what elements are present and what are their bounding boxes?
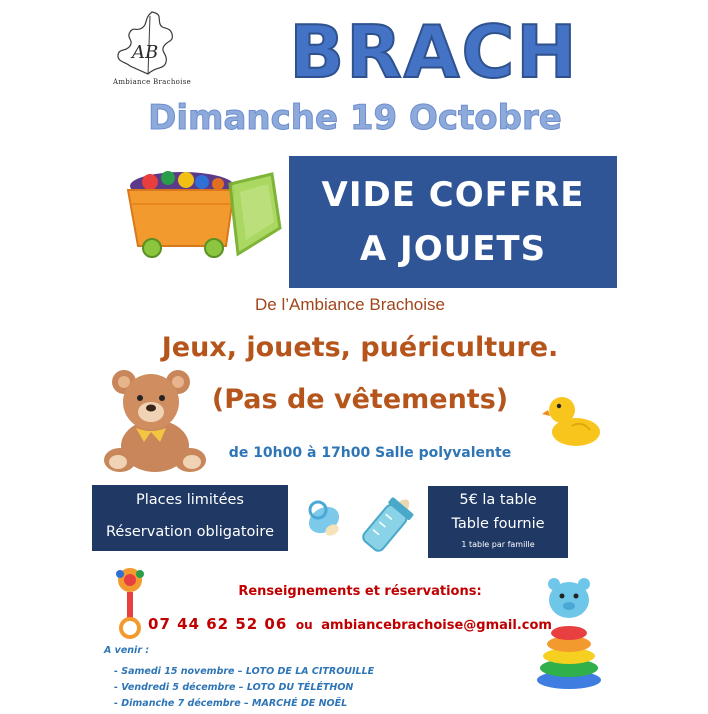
logo-caption: Ambiance Brachoise <box>112 78 192 86</box>
banner-line-1: VIDE COFFRE <box>321 175 585 215</box>
upcoming-events <box>104 645 444 714</box>
organizer: De l’Ambiance Brachoise <box>255 295 445 314</box>
logo <box>104 8 196 92</box>
rubber-duck-image <box>542 392 602 448</box>
upcoming-event: - Vendredi 5 décembre – LOTO DU TÉLÉTHON <box>114 682 354 693</box>
event-banner <box>289 156 617 288</box>
email-address[interactable]: ambiancebrachoise@gmail.com <box>321 618 552 633</box>
upcoming-event-text: Samedi 15 novembre – LOTO DE LA CITROUILLE <box>121 666 375 677</box>
pacifier-image <box>302 496 348 542</box>
contact-connector: ou <box>295 618 313 632</box>
logo-initials: AB <box>132 42 159 63</box>
baby-bottle-image <box>352 488 424 560</box>
reservation-required: Réservation obligatoire <box>105 524 274 540</box>
places-box <box>92 485 288 551</box>
upcoming-event: - Samedi 15 novembre – LOTO DE LA CITROUILLE <box>114 666 375 677</box>
phone-number[interactable]: 07 44 62 52 06 <box>148 615 288 633</box>
pricing-box <box>428 486 568 558</box>
upcoming-event-text: Vendredi 5 décembre – LOTO DU TÉLÉTHON <box>121 682 354 693</box>
event-date: Dimanche 19 Octobre <box>148 98 562 138</box>
teddy-bear-image <box>100 368 210 476</box>
contact-title: Renseignements et réservations: <box>238 584 482 599</box>
banner-line-2: A JOUETS <box>359 229 547 269</box>
oak-leaf-logo-icon <box>104 8 196 80</box>
exclusion-note: (Pas de vêtements) <box>211 384 509 415</box>
toy-box-image <box>122 168 284 270</box>
table-provided: Table fournie <box>451 516 545 532</box>
price-per-table: 5€ la table <box>459 492 537 508</box>
upcoming-event: - Dimanche 7 décembre – MARCHÉ DE NOËL <box>114 698 348 709</box>
page-title: BRACH <box>289 10 579 94</box>
upcoming-heading: A venir : <box>104 645 150 656</box>
table-limit: 1 table par famille <box>461 540 535 549</box>
upcoming-event-text: Dimanche 7 décembre – MARCHÉ DE NOËL <box>121 698 348 709</box>
hours-location: de 10h00 à 17h00 Salle polyvalente <box>228 445 512 461</box>
contact-line <box>140 614 560 633</box>
categories: Jeux, jouets, puériculture. <box>161 332 559 363</box>
places-limited: Places limitées <box>135 492 244 508</box>
